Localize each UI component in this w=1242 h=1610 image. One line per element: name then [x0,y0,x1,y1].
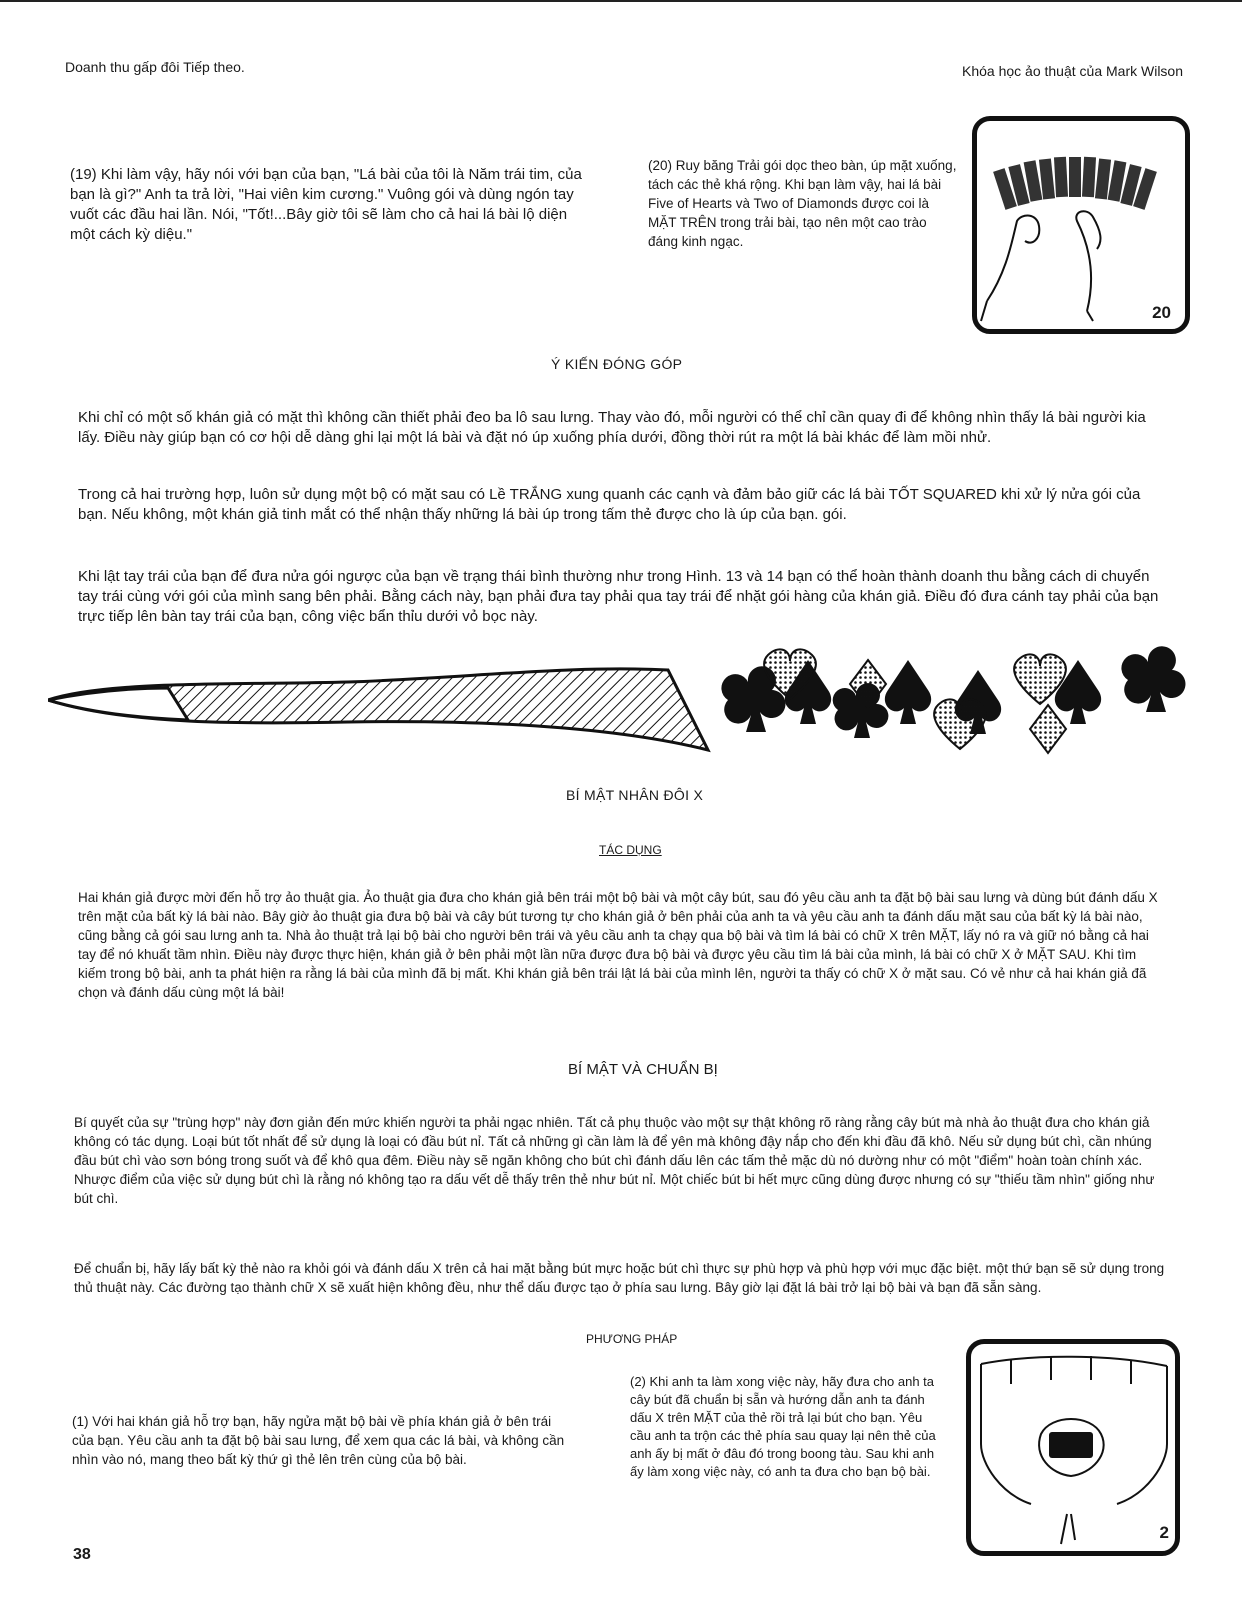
method-step-2: (2) Khi anh ta làm xong việc này, hãy đưa cho anh ta cây bút đã chuẩn bị sẵn và hướng dẫn anh ta đánh dấu X trên MẶT của thẻ rồi trả lại bút cho bạn. Yêu cầu anh ta trộn các thẻ phía sau quay lại nên thẻ của anh ấy bị mất ở đâu đó trong boong tàu. Sau khi anh ấy làm xong việc này, có anh ta đưa cho bạn bộ bài. [630,1374,936,1479]
step-20-text: (20) Ruy băng Trải gói dọc theo bàn, úp mặt xuống, tách các thẻ khá rộng. Khi bạn làm vậy, hai lá bài Five of Hearts và Two of Diamonds được coi là MẶT TRÊN trong trải bài, tạo nên một cao trào đáng kinh ngạc. [648,158,957,249]
method-title: PHƯƠNG PHÁP [586,1332,678,1346]
secret-paragraph-1: Bí quyết của sự "trùng hợp" này đơn giản đến mức khiến người ta phải ngạc nhiên. Tất cả phụ thuộc vào một sự thật không rõ ràng rằng cây bút mà nhà ảo thuật đưa cho khán giả không có tác dụng. Loại bút tốt nhất để sử dụng là loại có đầu bút nỉ. Tất cả những gì cần làm là để yên mà không đậy nắp cho đến khi đầu đã khô. Nếu sử dụng bút chì, cần nhúng đầu bút chì vào sơn bóng trong suốt và để khô qua đêm. Điều này sẽ ngăn không cho bút chì đánh dấu lên các tấm thẻ mặc dù nó dường như có một "điểm" hoàn toàn chính xác. Nhược điểm của việc sử dụng bút chì là rằng nó không tạo ra dấu vết dễ thấy trên thẻ như bút nỉ. Một chiếc bút bi hết mực cũng dùng được nhưng có sự "thiếu tầm nhìn" giống như bút chì. [74,1115,1155,1206]
top-rule [0,0,1242,2]
figure-20-number: 20 [1152,303,1171,322]
figure-2-number: 2 [1159,1523,1169,1542]
feedback-title: Ý KIẾN ĐÓNG GÓP [551,356,683,372]
figure-20-frame [972,116,1190,334]
trick-title: BÍ MẬT NHÂN ĐÔI X [566,787,704,803]
figure-20-illustration [977,121,1185,329]
secret-title: BÍ MẬT VÀ CHUẨN BỊ [568,1061,718,1078]
effect-text: Hai khán giả được mời đến hỗ trợ ảo thuật gia. Ảo thuật gia đưa cho khán giả bên trái một bộ bài và một cây bút, sau đó yêu cầu anh ta đặt bộ bài sau lưng và dùng bút đánh dấu X trên mặt của bất kỳ lá bài nào. Bây giờ ảo thuật gia đưa bộ bài và cây bút tương tự cho khán giả ở bên phải của anh ta và yêu cầu anh ta đánh dấu mặt sau của bất kỳ lá bài nào, cũng bằng cả gói sau lưng anh ta. Nhà ảo thuật trả lại bộ bài cho người bên trái và yêu cầu anh ta chạy qua bộ bài và tìm lá bài có chữ X trên MẶT, lấy nó ra và giữ nó bằng cả hai tay để nó khuất tầm nhìn. Điều này được thực hiện, khán giả ở bên phải một lần nữa được đưa bộ bài và được yêu cầu tìm lá bài của mình, lá bài có chữ X ở MẶT SAU. Khi tìm kiếm trong bộ bài, anh ta phát hiện ra rằng lá bài của mình đã bị mất. Khi khán giả bên trái lật lá bài của mình lên, người ta thấy có chữ X ở mặt sau. Có vẻ như cả hai khán giả đã chọn và đánh dấu cùng một lá bài! [78,890,1158,1000]
feedback-paragraph-2: Trong cả hai trường hợp, luôn sử dụng một bộ có mặt sau có Lề TRẮNG xung quanh các cạnh và đảm bảo giữ các lá bài TỐT SQUARED khi xử lý nửa gói của bạn. Nếu không, một khán giả tinh mắt có thể nhận thấy những lá bài úp trong tấm thẻ được cho là úp của bạn. gói. [78,486,1141,523]
header-left: Doanh thu gấp đôi Tiếp theo. [65,59,245,75]
header-right: Khóa học ảo thuật của Mark Wilson [962,63,1184,79]
effect-title: TÁC DỤNG [599,843,662,857]
feedback-paragraph-3: Khi lật tay trái của bạn để đưa nửa gói ngược của bạn về trạng thái bình thường như trong Hình. 13 và 14 bạn có thể hoàn thành doanh thu bằng cách di chuyển tay trái cùng với gói của mình sang bên phải. Bằng cách này, bạn phải đưa tay phải qua tay trái để nhặt gói hàng của khán giả. Điều đó đưa cánh tay phải của bạn trực tiếp lên bàn tay trái của bạn, công việc bẩn thỉu dưới vỏ bọc này. [78,568,1159,625]
step-19-text: (19) Khi làm vậy, hãy nói với bạn của bạn, "Lá bài của tôi là Năm trái tim, của bạn là gì?" Anh ta trả lời, "Hai viên kim cương." Vuông gói và dùng ngón tay vuốt các đầu hai lần. Nói, "Tốt!...Bây giờ tôi sẽ làm cho cả hai lá bài lộ diện một cách kỳ diệu." [70,166,582,243]
page-number: 38 [73,1546,91,1563]
feedback-paragraph-1: Khi chỉ có một số khán giả có mặt thì không cần thiết phải đeo ba lô sau lưng. Thay vào đó, mỗi người có thể chỉ cần quay đi để không nhìn thấy lá bài người kia lấy. Điều này giúp bạn có cơ hội dễ dàng ghi lại một lá bài và đặt nó úp xuống phía dưới, đồng thời rút ra một lá bài khác để làm mồi nhử. [78,409,1146,446]
method-step-1: (1) Với hai khán giả hỗ trợ bạn, hãy ngửa mặt bộ bài về phía khán giả ở bên trái của bạn. Yêu cầu anh ta đặt bộ bài sau lưng, để xem qua các lá bài, và không cần nhìn vào nó, mang theo bất kỳ thứ gì thẻ lên trên cùng của bộ bài. [72,1414,565,1467]
card-suit-banner [48,640,1188,775]
secret-paragraph-2: Để chuẩn bị, hãy lấy bất kỳ thẻ nào ra khỏi gói và đánh dấu X trên cả hai mặt bằng bút mực hoặc bút chì thực sự phù hợp và phù hợp với mục đặc biệt. một thứ bạn sẽ sử dụng trong thủ thuật này. Các đường tạo thành chữ X sẽ xuất hiện không đều, như thể dấu được tạo ở phía sau lưng. Bây giờ lại đặt lá bài trở lại bộ bài và bạn đã sẵn sàng. [74,1261,1165,1295]
figure-2-illustration [971,1344,1175,1551]
figure-2-frame [966,1339,1180,1556]
